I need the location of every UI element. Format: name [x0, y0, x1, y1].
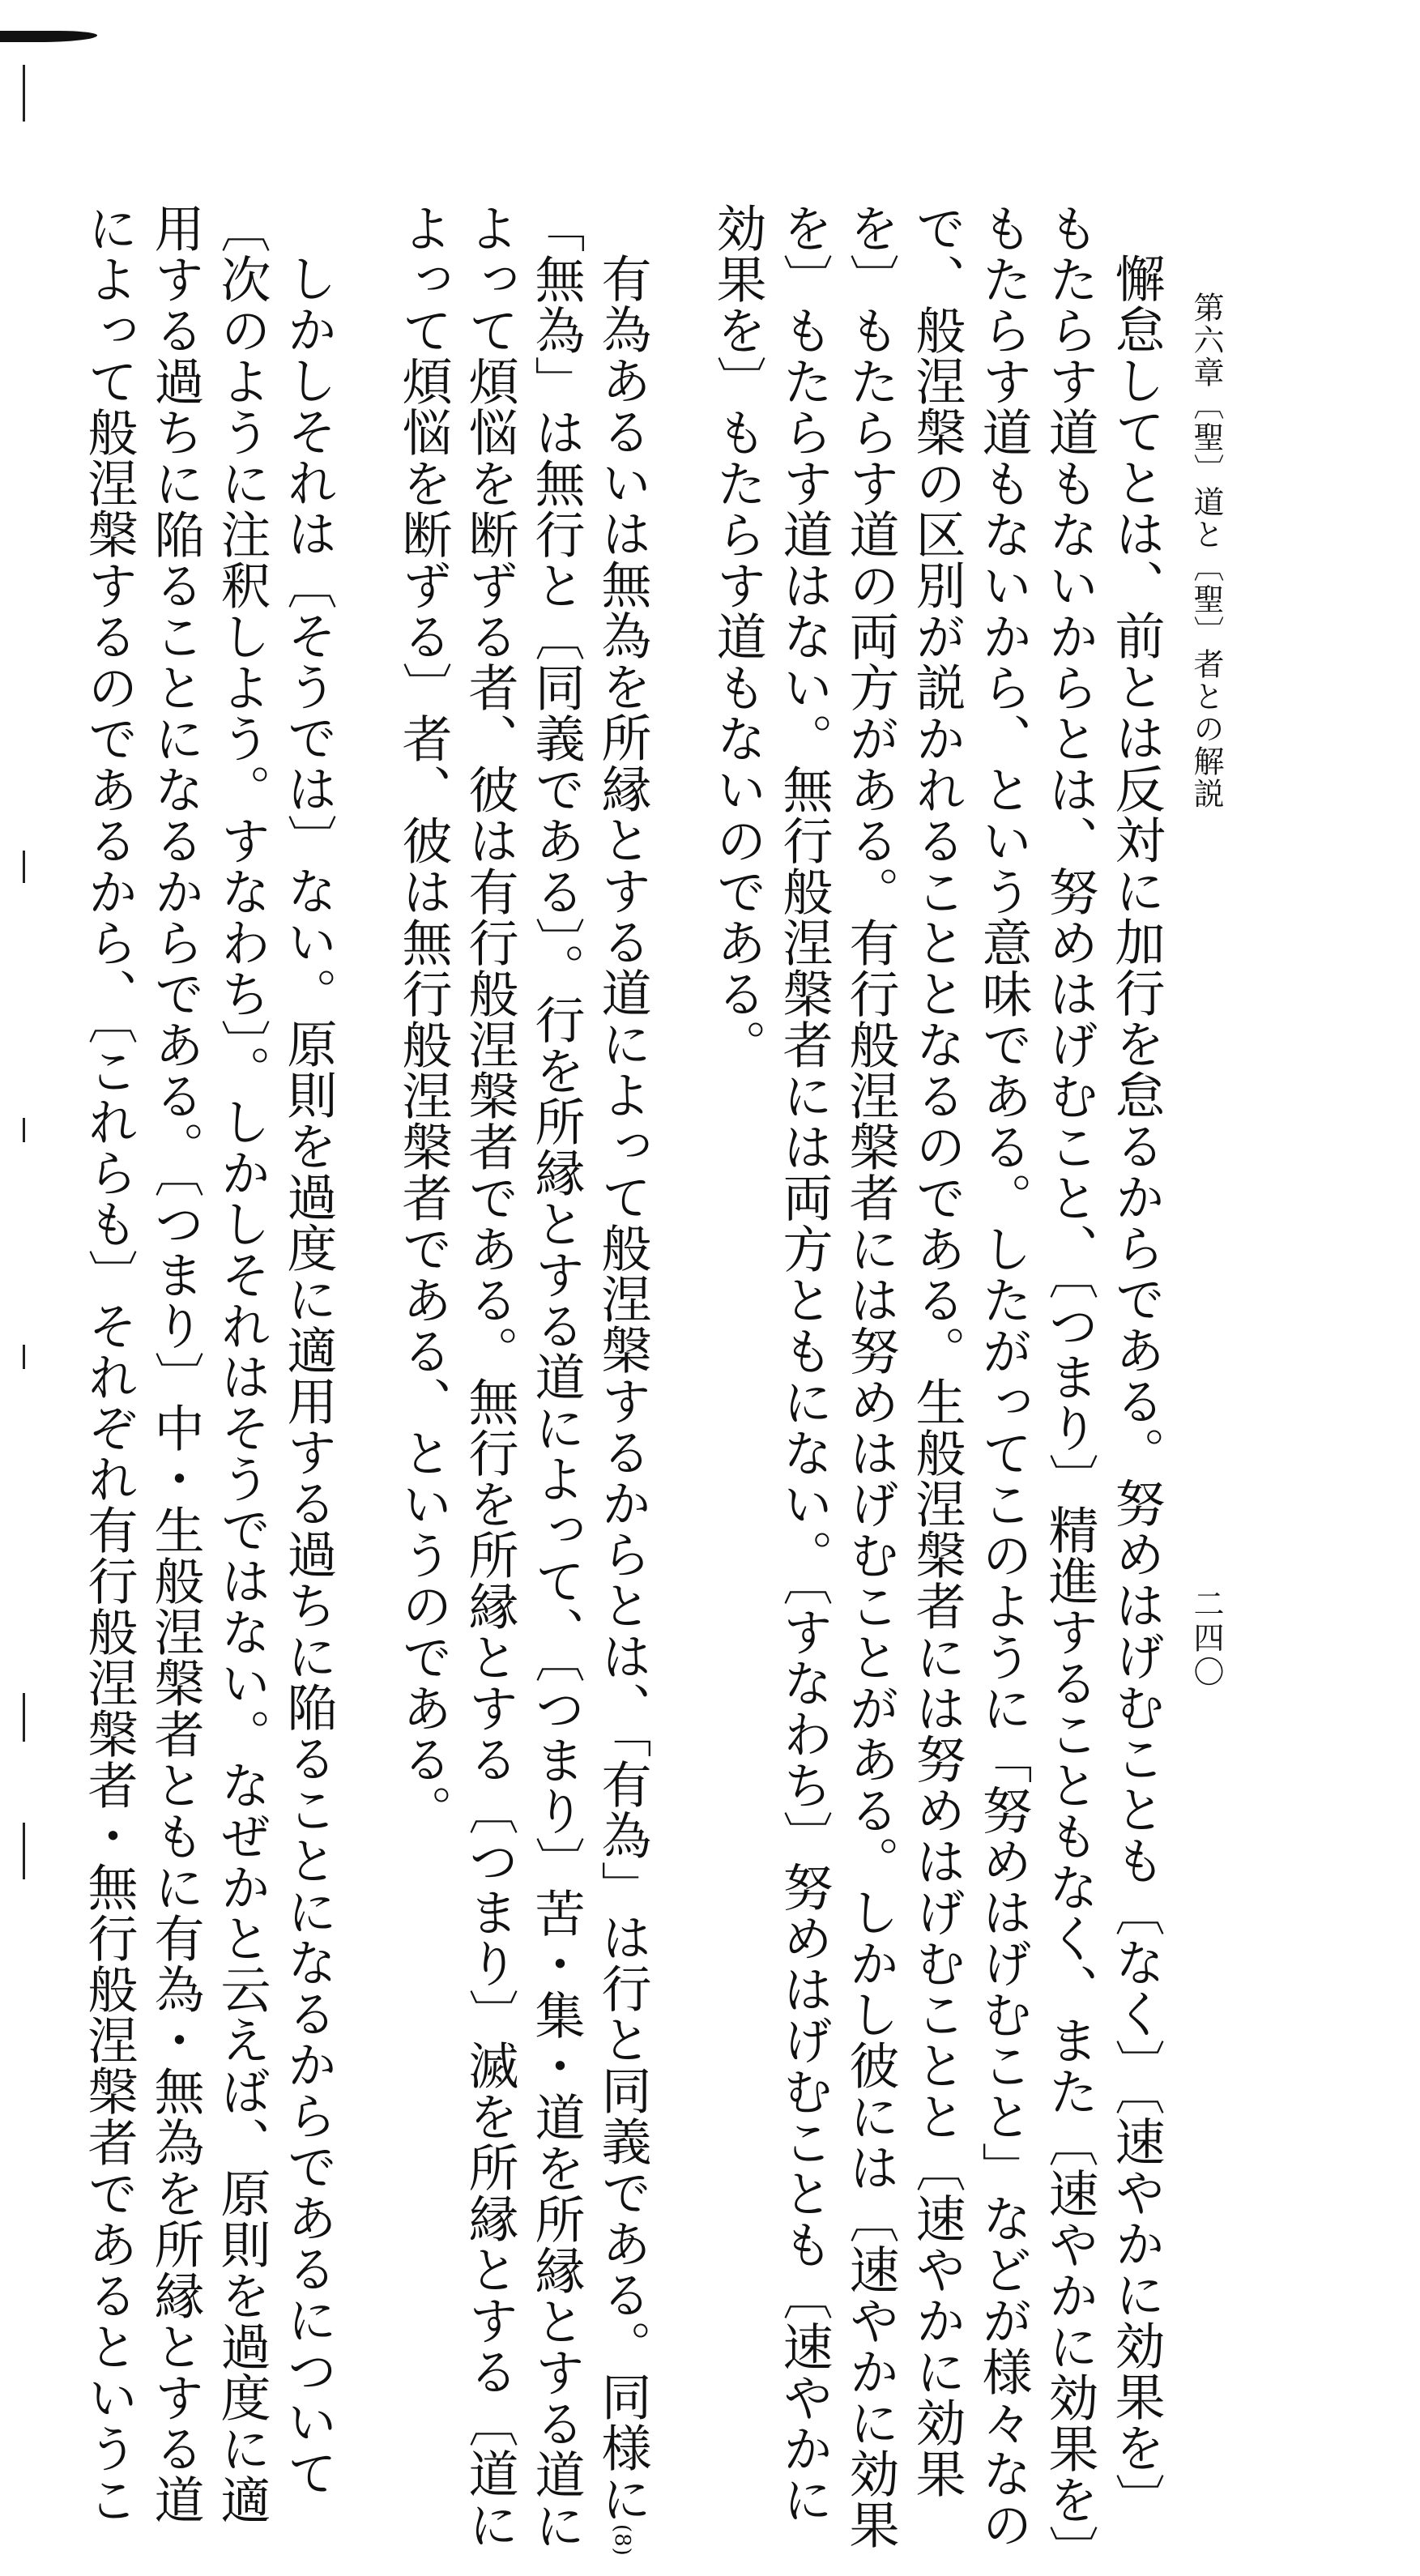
text-segment: 有為あるいは無為を所縁とする道によって般涅槃するからとは、「有為」は行と同義である。同様に	[593, 253, 652, 2524]
scan-edge-mark	[23, 1693, 25, 1742]
text-line: よって煩悩を断ずる〕者、彼は無行般涅槃者である、というのである。	[394, 203, 453, 1836]
scan-edge-mark	[0, 31, 97, 42]
body-text	[79, 203, 1169, 2576]
text-line: よって煩悩を断ずる者、彼は有行般涅槃者である。無行を所縁とする〔つまり〕滅を所縁とする〔道に	[460, 203, 519, 2550]
text-line: 「無為」は無行と〔同義である〕。行を所縁とする道によって、〔つまり〕苦・集・道を所縁とする道に	[527, 203, 586, 2551]
scan-edge-mark	[23, 1118, 25, 1142]
paragraph-2	[390, 203, 655, 2557]
scan-edge-mark	[23, 1823, 25, 1879]
text-line: によって般涅槃するのであるから、〔これらも〕それぞれ有行般涅槃者・無行般涅槃者であるというこ	[79, 203, 139, 2525]
text-line: もたらす道もないから、という意味である。したがってこのように「努めはげむこと」などが様々なの	[974, 203, 1033, 2550]
text-line: 〔次のように注釈しよう。すなわち〕。しかしそれはそうではない。なぜかと云えば、原則を過度に適	[212, 203, 271, 2525]
scan-edge-mark	[23, 851, 25, 883]
scan-edge-mark	[23, 65, 25, 122]
text-line	[589, 203, 655, 2557]
text-line: もたらす道もないからとは、努めはげむこと、〔つまり〕精進することもなく、また〔速やかに効果を〕	[1040, 203, 1099, 2576]
scan-edge-mark	[23, 1345, 25, 1369]
text-line: を〕もたらす道の両方がある。有行般涅槃者には努めはげむことがある。しかし彼には〔速やかに効果	[841, 203, 900, 2550]
page-number: 二四〇	[1188, 1588, 1224, 1690]
text-line: を〕もたらす道はない。無行般涅槃者には両方ともにない。〔すなわち〕努めはげむことも〔速やかに	[774, 203, 834, 2525]
text-line: 懈怠してとは、前とは反対に加行を怠るからである。努めはげむことも〔なく〕〔速やかに効果を〕	[1107, 253, 1166, 2524]
text-line: しかしそれは〔そうでは〕ない。原則を過度に適用する過ちに陥ることになるからであるについて	[279, 253, 338, 2498]
text-line: で、般涅槃の区別が説かれることとなるのである。生般涅槃者には努めはげむことと〔速やかに効果	[907, 203, 966, 2499]
running-title: 第六章〔聖〕道と〔聖〕者との解説	[1188, 292, 1224, 810]
paragraph-3	[75, 203, 341, 2525]
paragraph-1	[704, 203, 1169, 2576]
text-line: 効果を〕もたらす道もないのである。	[708, 203, 767, 1070]
text-line: 用する過ちに陥ることになるからである。〔つまり〕中・生般涅槃者ともに有為・無為を所縁とする道	[146, 203, 205, 2525]
note-reference: (8)	[610, 2524, 634, 2557]
